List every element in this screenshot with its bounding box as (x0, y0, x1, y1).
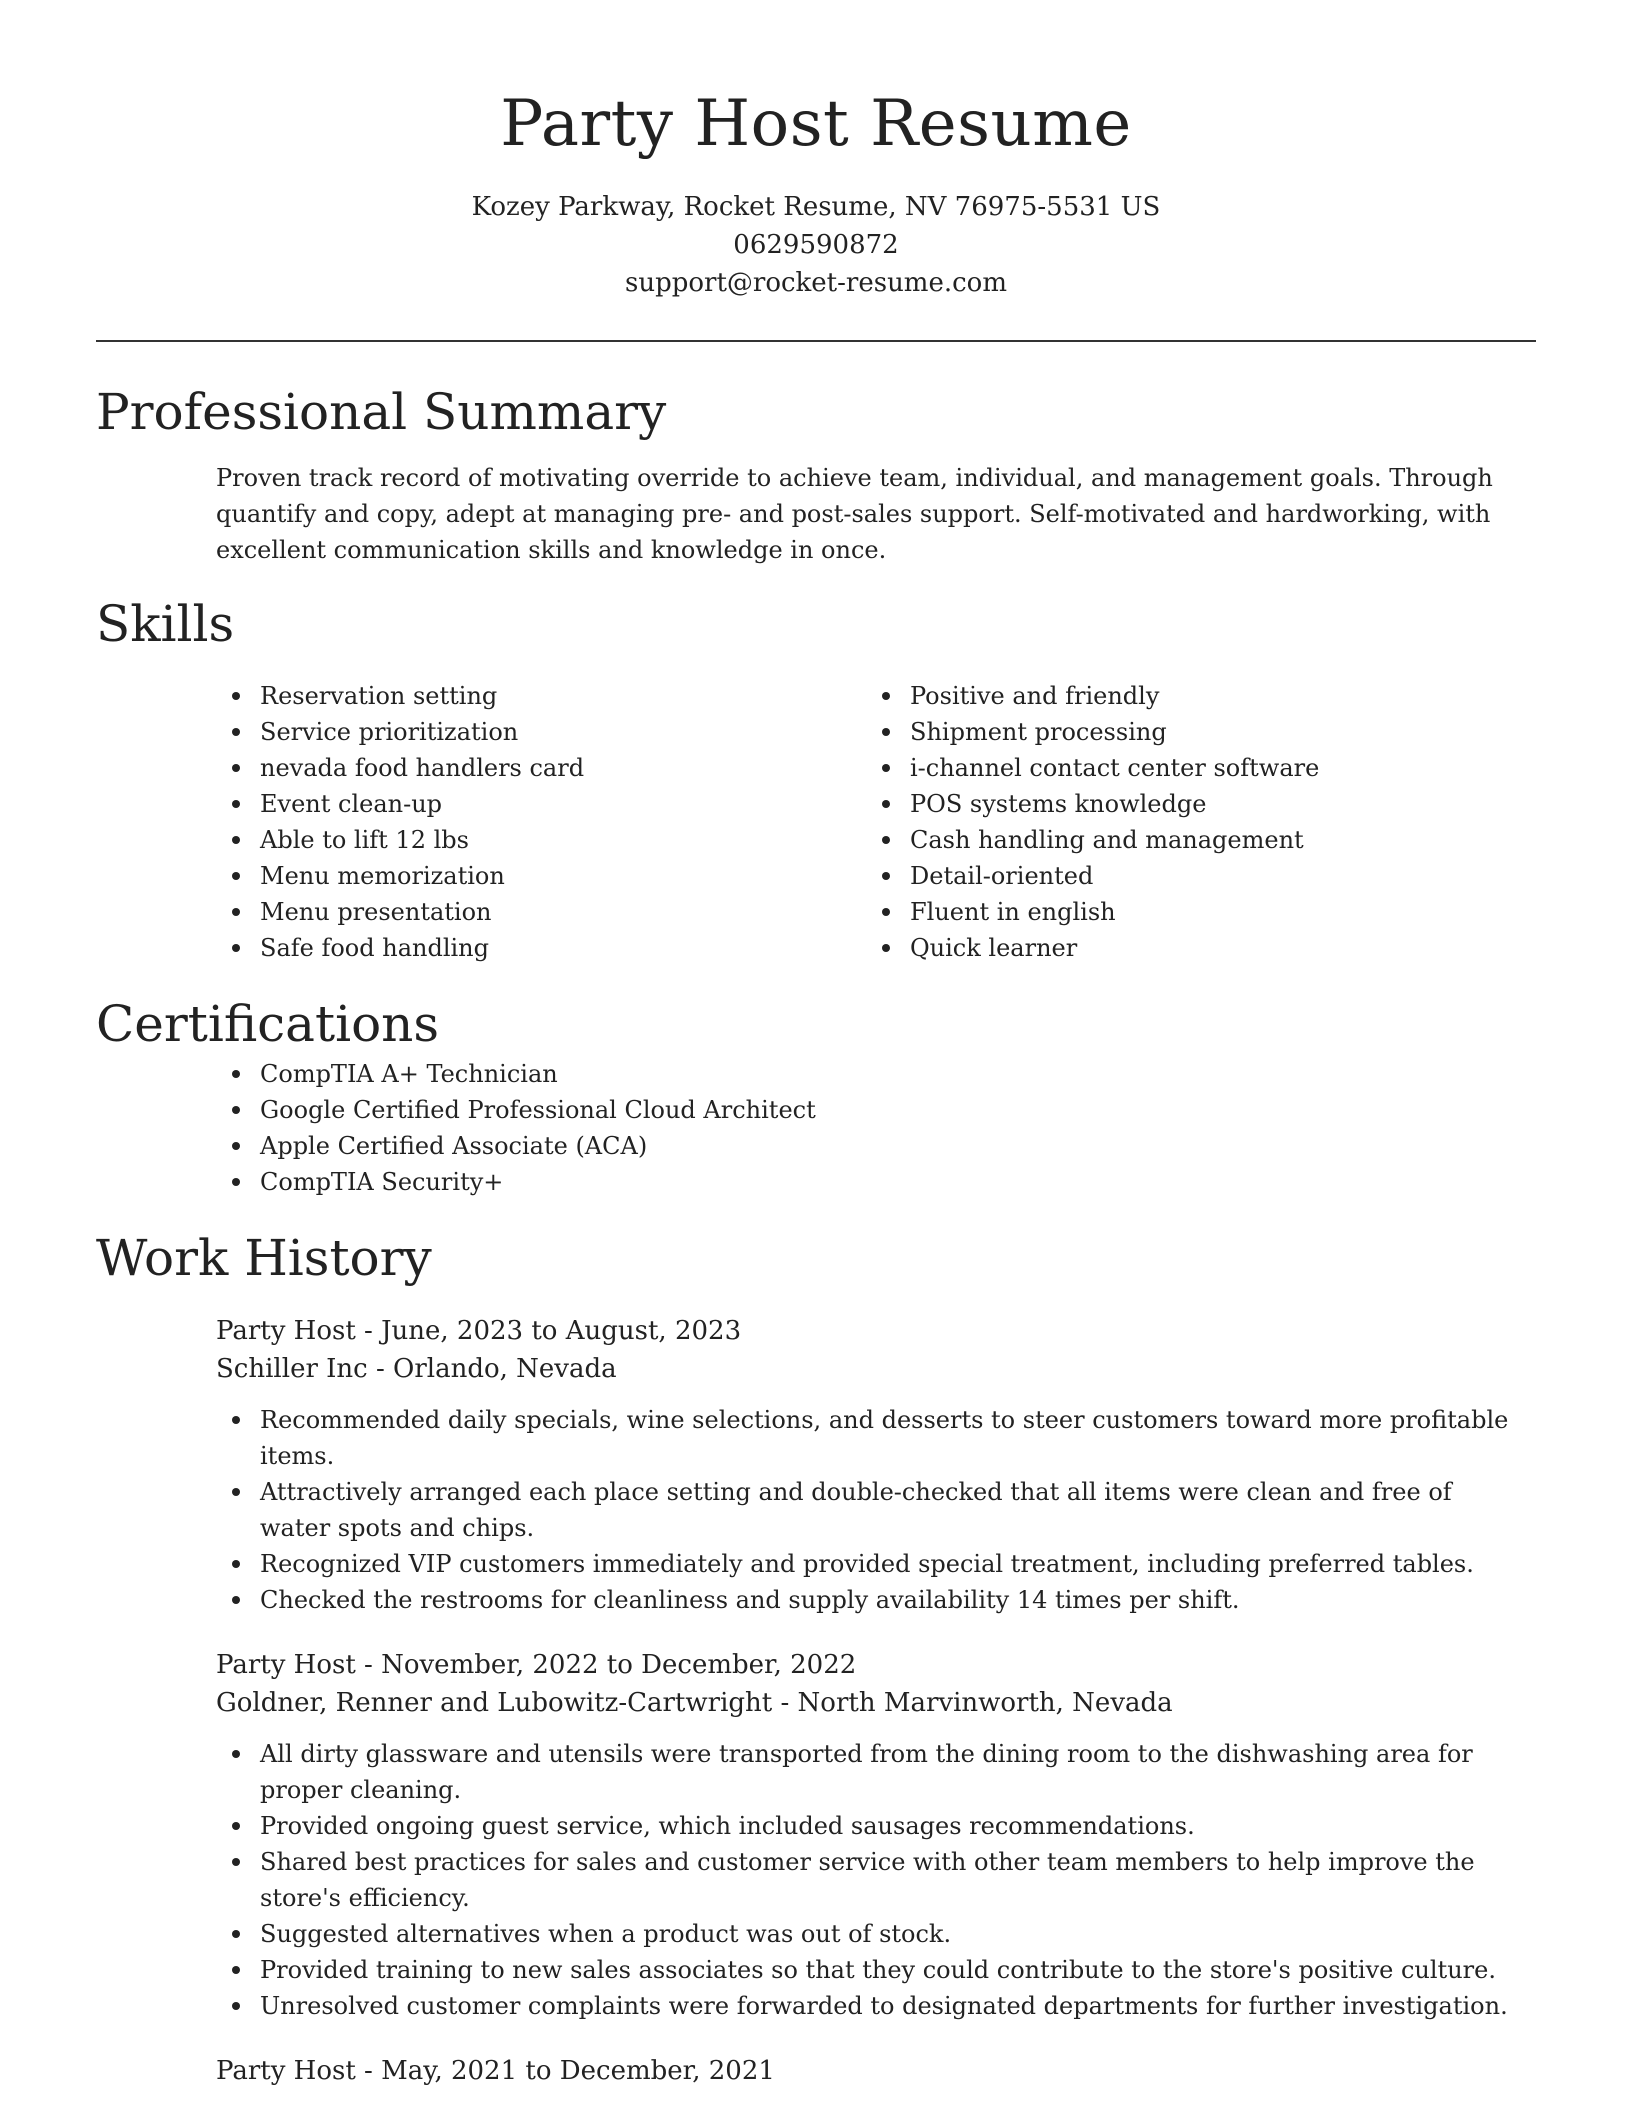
list-item: nevada food handlers card (260, 750, 746, 786)
skills-grid (96, 678, 1536, 966)
summary-section (96, 380, 1536, 568)
header-divider (96, 340, 1536, 342)
certifications-list (96, 1056, 1536, 1200)
skills-list-right (746, 678, 1319, 966)
work-history-heading: Work History (96, 1229, 432, 1287)
list-item: Shared best practices for sales and customer service with other team members to help improve the store's efficiency. (260, 1844, 1536, 1916)
job-title-line: Party Host - June, 2023 to August, 2023 (216, 1316, 742, 1346)
list-item: i-channel contact center software (910, 750, 1319, 786)
list-item: Suggested alternatives when a product was out of stock. (260, 1916, 1536, 1952)
list-item: Safe food handling (260, 930, 746, 966)
job-company-line: Goldner, Renner and Lubowitz-Cartwright - North Marvinworth, Nevada (216, 1688, 1173, 1718)
summary-text: Proven track record of motivating override to achieve team, individual, and management goals. Through quantify and copy, adept at managing pre- and post-sales support. Self-motivated and hardworking, with excellent communication skills and knowledge in once. (216, 464, 1493, 564)
list-item: Recognized VIP customers immediately and provided special treatment, including preferred tables. (260, 1546, 1536, 1582)
list-item: Service prioritization (260, 714, 746, 750)
list-item: Detail-oriented (910, 858, 1319, 894)
skills-list-left (96, 678, 746, 966)
job-bullets (216, 1736, 1536, 2024)
skills-column-right (746, 678, 1319, 966)
list-item: Shipment processing (910, 714, 1319, 750)
list-item: CompTIA A+ Technician (260, 1056, 1536, 1092)
job-entry (216, 1312, 1536, 1618)
list-item: Provided ongoing guest service, which included sausages recommendations. (260, 1808, 1536, 1844)
job-bullets (216, 1402, 1536, 1618)
job-company-line: Schiller Inc - Orlando, Nevada (216, 1354, 617, 1384)
list-item: POS systems knowledge (910, 786, 1319, 822)
certifications-section (96, 992, 1536, 1200)
resume-header (96, 0, 1536, 302)
job-title-line: Party Host - November, 2022 to December, 2022 (216, 1650, 857, 1680)
contact-address: Kozey Parkway, Rocket Resume, NV 76975-5531 US (471, 192, 1161, 222)
job-entry (216, 2052, 1536, 2090)
skills-section (96, 592, 1536, 966)
list-item: Quick learner (910, 930, 1319, 966)
contact-email[interactable]: support@rocket-resume.com (624, 268, 1007, 298)
work-history-section (96, 1226, 1536, 2090)
list-item: Fluent in english (910, 894, 1319, 930)
list-item: Event clean-up (260, 786, 746, 822)
summary-heading: Professional Summary (96, 383, 667, 441)
list-item: Recommended daily specials, wine selections, and desserts to steer customers toward more profitable items. (260, 1402, 1536, 1474)
list-item: Reservation setting (260, 678, 746, 714)
list-item: Able to lift 12 lbs (260, 822, 746, 858)
list-item: All dirty glassware and utensils were transported from the dining room to the dishwashing area for proper cleaning. (260, 1736, 1536, 1808)
certifications-heading: Certifications (96, 995, 440, 1053)
list-item: Menu memorization (260, 858, 746, 894)
contact-phone: 0629590872 (733, 230, 899, 260)
list-item: Apple Certified Associate (ACA) (260, 1128, 1536, 1164)
skills-heading: Skills (96, 595, 235, 653)
list-item: Provided training to new sales associates so that they could contribute to the store's positive culture. (260, 1952, 1536, 1988)
list-item: Menu presentation (260, 894, 746, 930)
job-title-line: Party Host - May, 2021 to December, 2021 (216, 2056, 775, 2086)
list-item: Positive and friendly (910, 678, 1319, 714)
list-item: CompTIA Security+ (260, 1164, 1536, 1200)
list-item: Cash handling and management (910, 822, 1319, 858)
job-entry (216, 1646, 1536, 2024)
list-item: Unresolved customer complaints were forwarded to designated departments for further investigation. (260, 1988, 1536, 2024)
list-item: Attractively arranged each place setting and double-checked that all items were clean and free of water spots and chips. (260, 1474, 1536, 1546)
list-item: Checked the restrooms for cleanliness and supply availability 14 times per shift. (260, 1582, 1536, 1618)
skills-column-left (96, 678, 746, 966)
list-item: Google Certified Professional Cloud Architect (260, 1092, 1536, 1128)
resume-title: Party Host Resume (500, 87, 1132, 161)
